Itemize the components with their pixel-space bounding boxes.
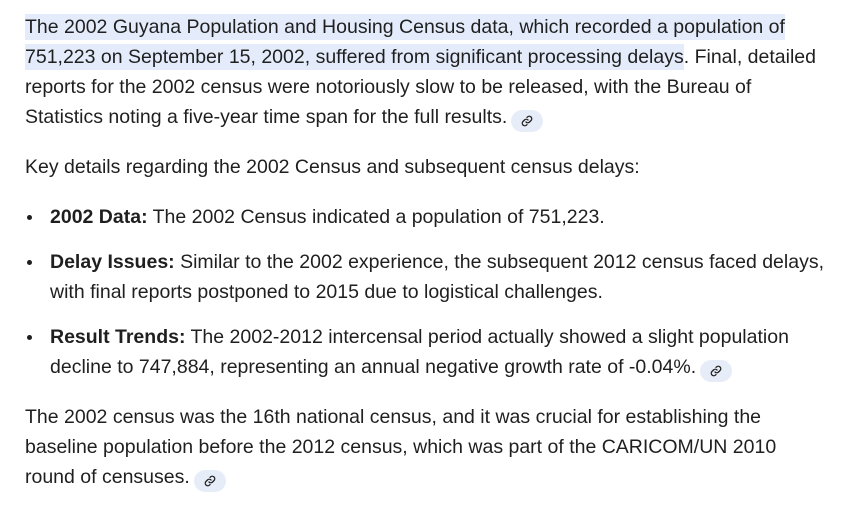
intro-highlight-1: The 2002 Guyana Population and Housing Census data, which recorded a population of 751,223 on September 15, 2002, (25, 16, 785, 68)
key-details-list (25, 202, 825, 382)
intro-highlight-2: suffered from significant processing delays (315, 46, 684, 68)
bullet-label: Result Trends: (50, 326, 186, 348)
bullet-text: Similar to the 2002 experience, the subsequent 2012 census faced delays, with final reports postponed to 2015 due to logistical challenges. (50, 251, 824, 303)
link-icon (204, 475, 216, 487)
list-item (25, 202, 825, 232)
link-icon (521, 115, 533, 127)
bullet-text: The 2002 Census indicated a population of 751,223. (147, 206, 605, 228)
list-item (25, 322, 825, 382)
key-details-heading: Key details regarding the 2002 Census and subsequent census delays: (25, 156, 640, 178)
intro-text-3: . Final, detailed reports for the 2002 census were notoriously slow to be released, with the Bureau of Statistics noting a five-year time span for the full results. (25, 46, 816, 128)
bullet-text: The 2002-2012 intercensal period actually showed a slight population decline to 747,884, representing an annual negative growth rate of -0.04%. (50, 326, 789, 378)
list-item (25, 247, 825, 307)
citation-link-button-1[interactable] (511, 110, 543, 132)
citation-link-button-3[interactable] (194, 470, 226, 492)
outro-text: The 2002 census was the 16th national census, and it was crucial for establishing the baseline population before the 2012 census, which was part of the CARICOM/UN 2010 round of censuses. (25, 406, 777, 488)
intro-paragraph (25, 12, 825, 132)
link-icon (710, 365, 722, 377)
outro-paragraph (25, 402, 825, 492)
bullet-label: Delay Issues: (50, 251, 175, 273)
citation-link-button-2[interactable] (700, 360, 732, 382)
bullet-label: 2002 Data: (50, 206, 148, 228)
